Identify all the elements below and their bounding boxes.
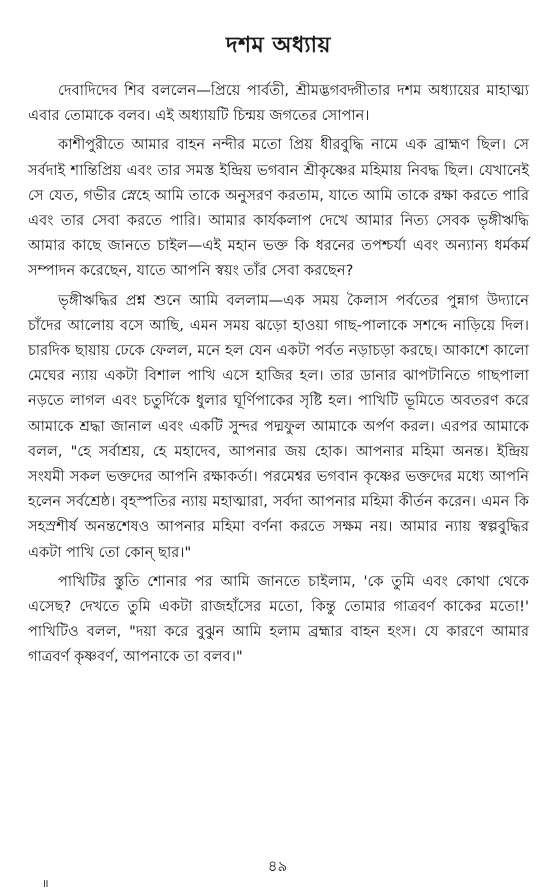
paragraph: দেবাদিদেব শিব বললেন—প্রিয়ে পার্বতী, শ্রীমদ্ভগবদ্গীতার দশম অধ্যায়ের মাহাত্ম্য এবার তোমাকে বলব। এই অধ্যায়টি চিন্ময় জগতের সোপান। <box>28 82 529 125</box>
corner-mark: ॥ <box>42 877 49 890</box>
paragraph: ভৃঙ্গীঋদ্ধির প্রশ্ন শুনে আমি বললাম—এক সময় কৈলাস পর্বতের পুন্নাগ উদ্যানে চাঁদের আলোয় বসে আছি, এমন সময় ঝড়ো হাওয়া গাছ-পালাকে সশব্দে নাড়িয়ে দিল। চারদিক ছায়ায় ঢেকে ফেলল, মনে হল যেন একটা পর্বত নড়াচড়া করছে। আকাশে কালো মেঘের ন্যায় একটা বিশাল পাখি এসে হাজির হল। তার ডানার ঝাপটানিতে গাছপালা নড়তে লাগল এবং চতুর্দিকে ধুলার ঘূর্ণিপাকের সৃষ্টি হল। পাখিটি ভূমিতে অবতরণ করে আমাকে শ্রদ্ধা জানাল এবং একটি সুন্দর পদ্মফুল আমাকে অর্পণ করল। এরপর আমাকে বলল, "হে সর্বাশ্রয়, হে মহাদেব, আপনার জয় হোক। আপনার মহিমা অনন্ত। ইন্দ্রিয় সংযমী সকল ভক্তদের আপনি রক্ষাকর্তা। পরমেশ্বর ভগবান কৃষ্ণের ভক্তদের মধ্যে আপনি হলেন সর্বশ্রেষ্ঠ। বৃহস্পতির ন্যায় মহাত্মারা, সর্বদা আপনার মহিমা কীর্তন করেন। এমন কি সহস্রশীর্ষ অনন্তশেষও আপনার মহিমা বর্ণনা করতে সক্ষম নয়। আমার ন্যায় স্বল্পবুদ্ধির একটা পাখি তো কোন্ ছার।" <box>28 291 530 561</box>
page-number: ৪৯ <box>267 857 288 875</box>
chapter-title: দশম অধ্যায় <box>225 33 332 58</box>
chapter-body <box>28 78 529 670</box>
paragraph: কাশীপুরীতে আমার বাহন নন্দীর মতো প্রিয় ধীরবুদ্ধি নামে এক ব্রাহ্মণ ছিল। সে সর্বদাই শান্তিপ্রিয় এবং তার সমস্ত ইন্দ্রিয় ভগবান শ্রীকৃষ্ণের মহিমায় নিবদ্ধ ছিল। যেখানেই সে যেত, গভীর স্নেহে আমি তাকে অনুসরণ করতাম, যাতে আমি তাকে রক্ষা করতে পারি এবং তার সেবা করতে পারি। আমার কার্যকলাপ দেখে আমার নিত্য সেবক ভৃঙ্গীঋদ্ধি আমার কাছে জানতে চাইল—এই মহান ভক্ত কি ধরনের তপশ্চর্যা এবং অন্যান্য ধর্মকর্ম সম্পাদন করেছেন, যাতে আপনি স্বয়ং তাঁর সেবা করছেন? <box>28 136 529 280</box>
paragraph: পাখিটির স্তুতি শোনার পর আমি জানতে চাইলাম, 'কে তুমি এবং কোথা থেকে এসেছ? দেখতে তুমি একটা রাজহাঁসের মতো, কিন্তু তোমার গাত্রবর্ণ কাকের মতো!' পাখিটিও বলল, "দয়া করে বুঝুন আমি হলাম ব্রহ্মার বাহন হংস। যে কারণে আমার গাত্রবর্ণ কৃষ্ণবর্ণ, আপনাকে তা বলব।" <box>28 572 529 666</box>
